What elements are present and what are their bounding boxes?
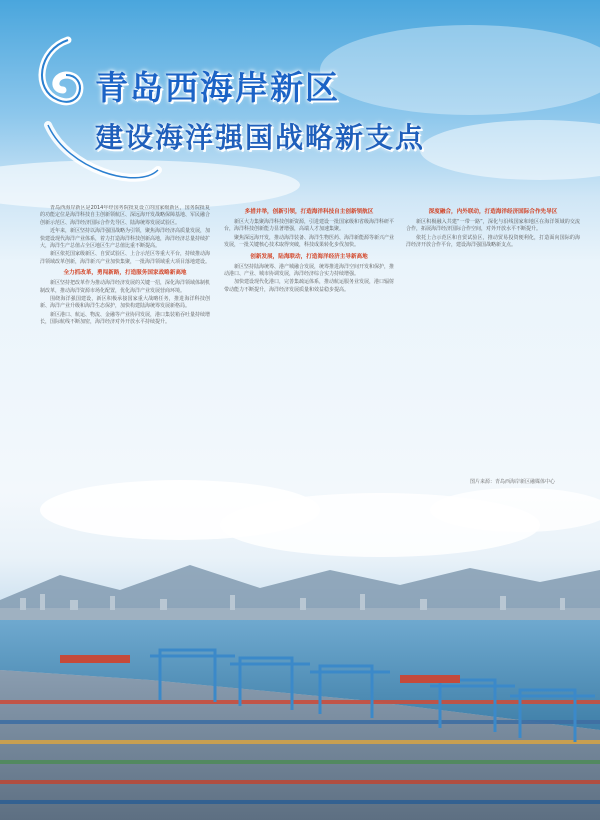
paragraph: 依托上合示范区和自贸试验区，推动贸易投资便利化，打造面向国际的海洋经济开放合作平台，建设海洋强国战略新支点。 xyxy=(406,234,580,249)
section-heading: 全力抓改革，勇闯新路，打造服务国家战略新高地 xyxy=(63,270,187,277)
page-title: 青岛西海岸新区 xyxy=(95,68,340,107)
photo-credit: 图片来源：青岛西海岸新区融媒体中心 xyxy=(470,479,556,485)
paragraph: 近年来，新区坚持以海洋强国战略为引领，聚焦海洋经济高质量发展，加快建设现代海洋产业体系，着力打造海洋科技创新高地，海洋经济总量持续扩大，海洋生产总值占全区地区生产总值比重不断提高。 xyxy=(40,228,210,250)
paragraph: 新区积极融入共建“一带一路”，深化与沿线国家和地区在海洋领域的交流合作，拓展海洋经济国际合作空间，对外开放水平不断提升。 xyxy=(406,219,580,233)
page-subtitle: 建设海洋强国战略新支点 xyxy=(95,121,426,154)
paragraph: 聚焦深远海开发，推动海洋装备、海洋生物医药、海洋新能源等新兴产业发展，一批关键核心技术取得突破，科技成果转化步伐加快。 xyxy=(224,234,394,249)
paragraph: 新区港口、航运、物流、金融等产业协同发展，港口集装箱吞吐量持续增长，国际航线不断加密，海洋经济对外开放水平持续提升。 xyxy=(40,311,210,326)
column-2 xyxy=(224,205,394,480)
article-body xyxy=(40,205,580,480)
paragraph: 新区坚持把改革作为推动海洋经济发展的关键一招，深化海洋领域体制机制改革，推动海洋资源市场化配置，优化海洋产业发展营商环境。 xyxy=(40,280,210,294)
paragraph: 新区依托国家级新区、自贸试验区、上合示范区等重大平台，持续推动海洋领域改革创新，海洋新兴产业加快集聚，一批海洋领域重大项目落地建设。 xyxy=(40,251,210,265)
paragraph: 加快建设现代化港口，完善集疏运体系，推动航运服务业发展，港口辐射带动能力不断提升，海洋经济发展质量和效益稳步提高。 xyxy=(224,279,394,293)
section-heading: 多措并举，创新引领，打造海洋科技自主创新领航区 xyxy=(244,209,374,215)
paragraph: 青岛西海岸新区是2014年经国务院批复设立的国家级新区，国务院批复的功能定位是海洋科技自主创新领航区、深远海开发战略保障基地、军民融合创新示范区、海洋经济国际合作先导区、陆海统筹发展试验区。 xyxy=(40,205,210,226)
wave-swirl-icon xyxy=(28,30,168,190)
paragraph: 新区大力集聚海洋科技创新资源，引进建设一批国家级和省级海洋科研平台，海洋科技创新能力显著增强，高端人才加速集聚。 xyxy=(224,219,394,233)
paragraph: 围绕海洋强国建设，新区积极承接国家重大战略任务，推进海洋科技创新、海洋产业升级和海洋生态保护，加快构建陆海统筹发展新格局。 xyxy=(40,296,210,310)
section-heading: 创新发展，陆海联动，打造海洋经济主导新高地 xyxy=(250,253,368,260)
column-1 xyxy=(40,205,210,480)
paragraph: 新区坚持陆海统筹、港产城融合发展，统筹推进海洋空间开发和保护，推动港口、产业、城市协调发展，海洋经济综合实力持续增强。 xyxy=(224,263,394,278)
section-heading: 深度融合，内外联动，打造海洋经济国际合作先导区 xyxy=(428,209,558,215)
column-3 xyxy=(406,205,580,480)
port-photo xyxy=(0,470,600,820)
